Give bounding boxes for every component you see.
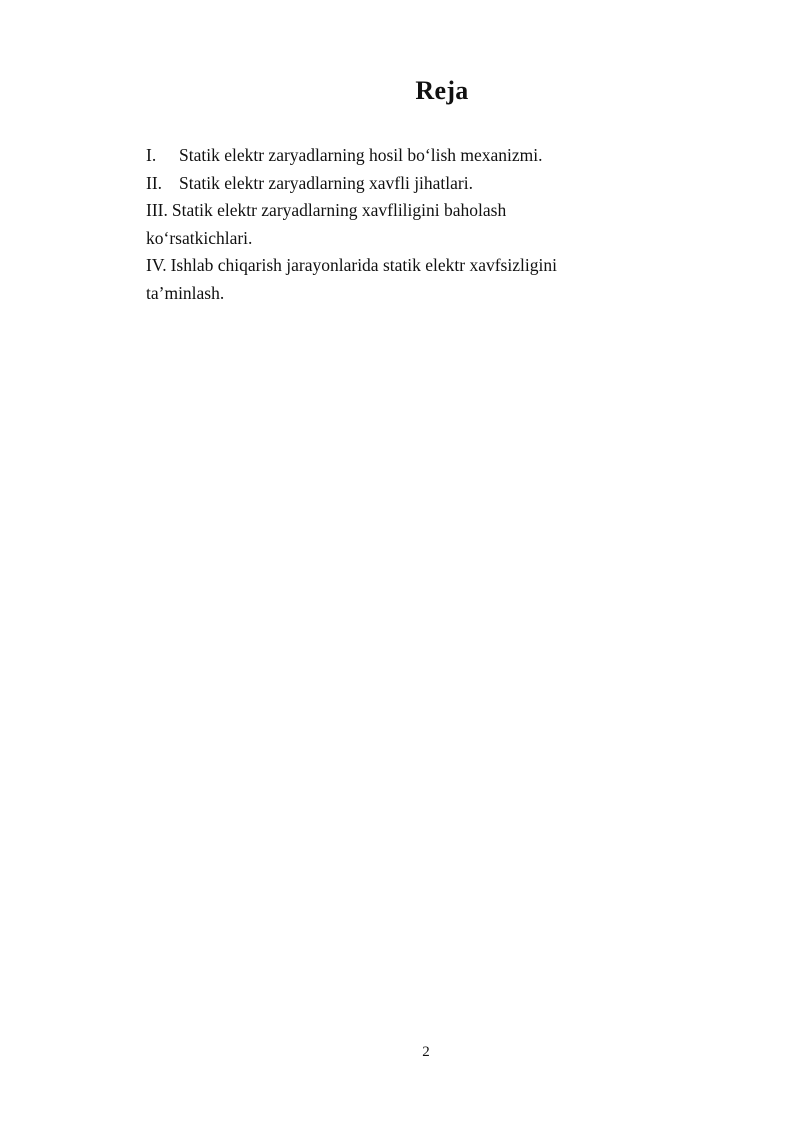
plan-item-number: IV. xyxy=(146,255,167,275)
plan-item-3-continuation xyxy=(146,225,626,253)
plan-item-text: Statik elektr zaryadlarning xavfliligini baholash xyxy=(171,200,507,220)
plan-item-text: Statik elektr zaryadlarning xavfli jihatlari. xyxy=(179,172,473,193)
plan-item-number: I. xyxy=(146,145,157,165)
plan-item-number: II. xyxy=(146,172,163,193)
plan-item-number: III. xyxy=(146,200,168,220)
plan-item-text: Statik elektr zaryadlarning hosil bo‘lish mexanizmi. xyxy=(179,145,543,165)
plan-item-4-continuation xyxy=(146,280,626,308)
plan-list xyxy=(146,142,626,307)
plan-item-1 xyxy=(146,142,626,170)
plan-item-4 xyxy=(146,252,626,280)
plan-item-3 xyxy=(146,197,626,225)
plan-item-text: Ishlab chiqarish jarayonlarida statik elektr xavfsizligini xyxy=(170,255,557,275)
page-title: Reja xyxy=(415,76,469,105)
page-number: 2 xyxy=(422,1044,430,1060)
plan-item-2 xyxy=(146,170,626,198)
plan-item-text-continuation: ta’minlash. xyxy=(146,282,225,303)
plan-item-text-continuation: ko‘rsatkichlari. xyxy=(146,227,253,248)
